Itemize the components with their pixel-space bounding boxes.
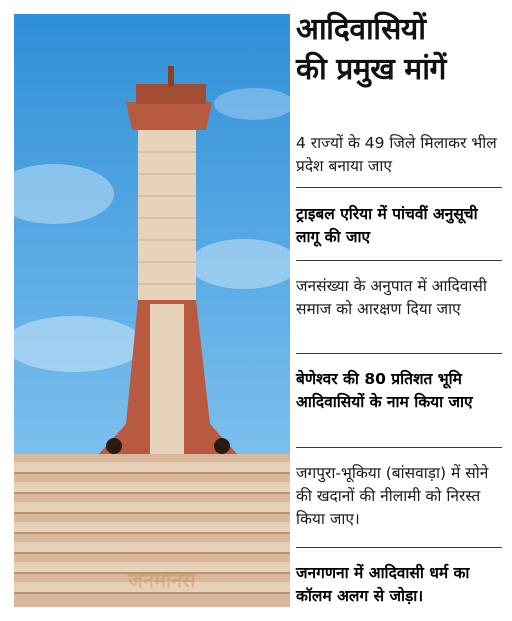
- demands-panel: [296, 10, 502, 610]
- divider: [296, 447, 502, 448]
- demand-item: जनसंख्या के अनुपात में आदिवासी समाज को आरक्षण दिया जाए: [296, 277, 487, 318]
- divider: [296, 547, 502, 548]
- headline-line-2: की प्रमुख मांगें: [296, 52, 446, 87]
- divider: [296, 187, 502, 188]
- demand-item: बेणेश्वर की 80 प्रतिशत भूमि आदिवासियों के नाम किया जाए: [296, 370, 473, 411]
- demand-item: ट्राइबल एरिया में पांचवीं अनुसूची लागू की जाए: [296, 205, 478, 246]
- monument-photo: [14, 14, 290, 607]
- headline-line-1: आदिवासियों: [296, 12, 426, 47]
- demand-item: 4 राज्यों के 49 जिले मिलाकर भील प्रदेश बनाया जाए: [296, 134, 497, 175]
- divider: [296, 260, 502, 261]
- demand-item: जगपुरा-भूकिया (बांसवाड़ा) में सोने की खदानों की नीलामी को निरस्त किया जाए।: [296, 464, 489, 528]
- watermark: जनमानस: [128, 568, 196, 592]
- demand-item: जनगणना में आदिवासी धर्म का कॉलम अलग से जोड़ा।: [296, 564, 470, 605]
- divider: [296, 353, 502, 354]
- page-title: [296, 10, 502, 90]
